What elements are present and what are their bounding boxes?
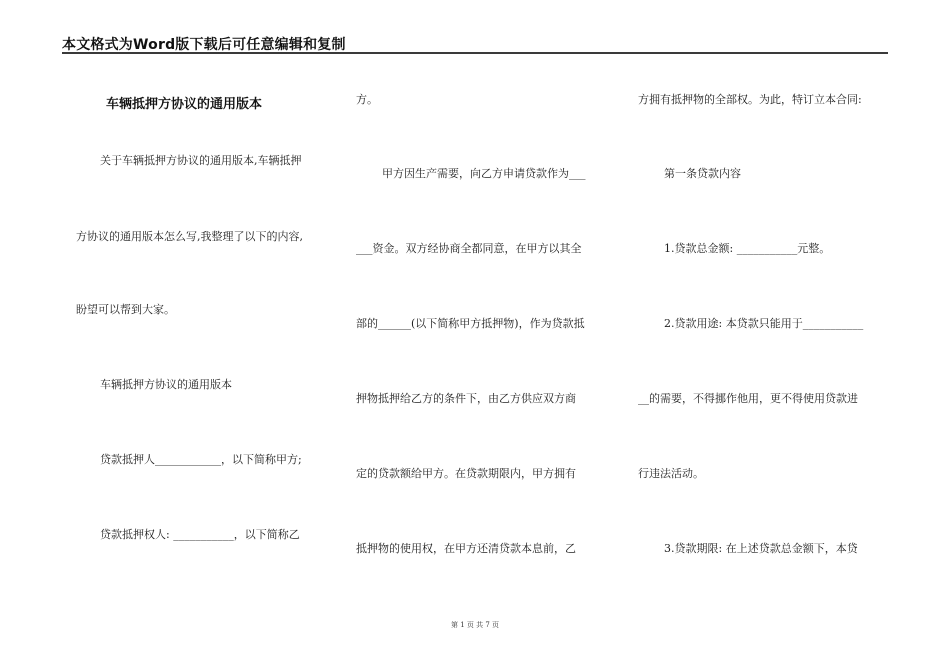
paragraph-line: __的需要，不得挪作他用，更不得使用贷款进	[638, 392, 858, 405]
paragraph-line: 抵押物的使用权，在甲方还清贷款本息前，乙	[356, 542, 576, 555]
text-column-2	[356, 62, 606, 622]
paragraph-line: 押物抵押给乙方的条件下，由乙方供应双方商	[356, 392, 576, 405]
document-title: 车辆抵押方协议的通用版本	[106, 97, 263, 112]
paragraph-line: 定的贷款额给甲方。在贷款期限内，甲方拥有	[356, 467, 576, 480]
paragraph-line: 3.贷款期限: 在上述贷款总金额下，本贷	[664, 542, 858, 555]
paragraph-line: 盼望可以帮到大家。	[76, 303, 175, 316]
paragraph-line: ___资金。双方经协商全都同意，在甲方以其全	[356, 242, 582, 255]
paragraph-line: 方拥有抵押物的全部权。为此，特订立本合同:	[638, 93, 862, 106]
text-column-1	[76, 62, 326, 622]
paragraph-line: 方协议的通用版本怎么写,我整理了以下的内容,	[76, 230, 303, 243]
paragraph-line: 部的______(以下简称甲方抵押物)，作为贷款抵	[356, 317, 585, 330]
paragraph-line: 2.贷款用途: 本贷款只能用于___________	[664, 317, 864, 330]
paragraph-line: 贷款抵押权人: ___________，以下简称乙	[100, 528, 300, 541]
text-column-3	[638, 62, 888, 622]
paragraph-line: 方。	[356, 93, 378, 106]
paragraph-line: 甲方因生产需要，向乙方申请贷款作为___	[382, 167, 586, 180]
paragraph-line: 1.贷款总金额: ___________元整。	[664, 242, 831, 255]
page-number: 第 1 页 共 7 页	[450, 621, 500, 629]
section-heading: 第一条贷款内容	[664, 167, 741, 180]
section-heading: 车辆抵押方协议的通用版本	[100, 378, 232, 391]
paragraph-line: 贷款抵押人____________，以下简称甲方;	[100, 453, 302, 466]
paragraph-line: 关于车辆抵押方协议的通用版本,车辆抵押	[100, 154, 302, 167]
document-header	[62, 30, 888, 54]
header-banner: 本文格式为Word版下载后可任意编辑和复制	[62, 37, 346, 53]
paragraph-line: 行违法活动。	[638, 467, 704, 480]
